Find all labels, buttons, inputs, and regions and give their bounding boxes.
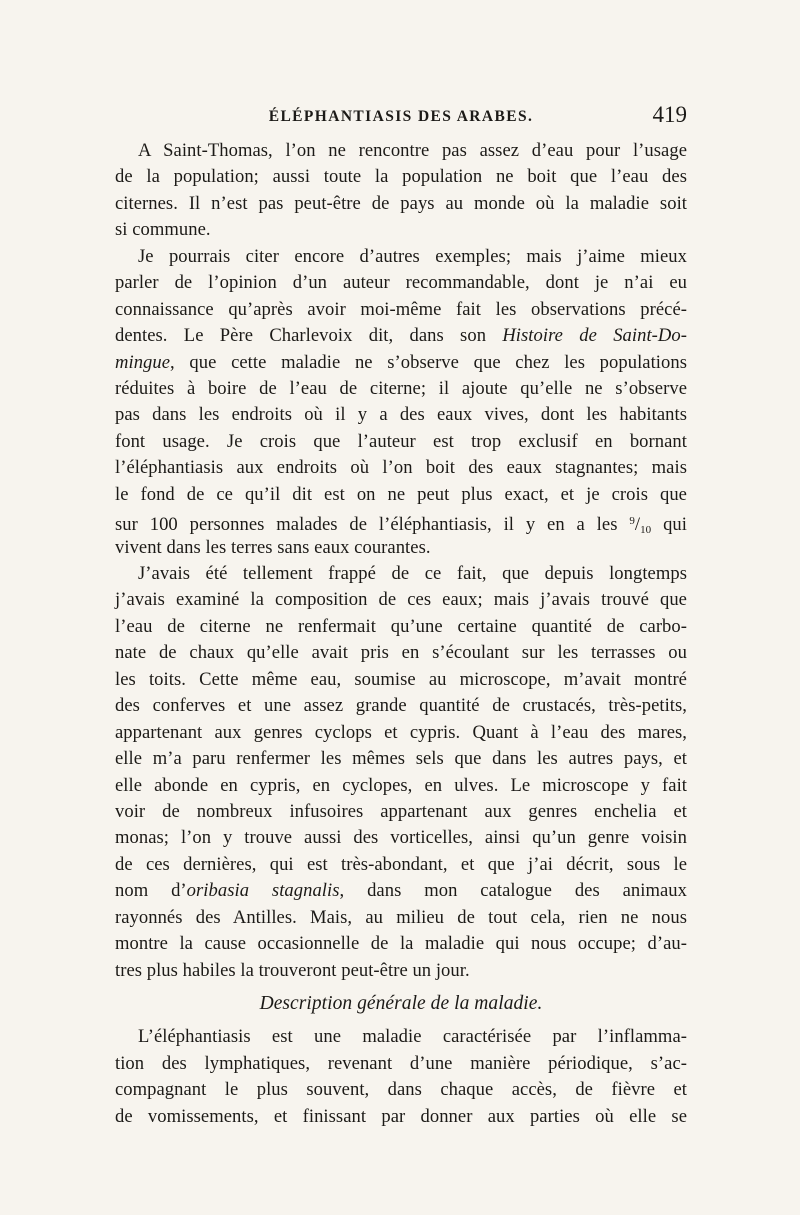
text-line: nate de chaux qu’elle avait pris en s’écoulant sur les terrasses ou	[115, 642, 687, 664]
text-line: citernes. Il n’est pas peut-être de pays au monde où la maladie soit	[115, 192, 687, 214]
text-line: compagnant le plus souvent, dans chaque accès, de fièvre et	[115, 1079, 687, 1101]
text-line: parler de l’opinion d’un auteur recommandable, dont je n’ai eu	[115, 272, 687, 294]
running-header	[115, 100, 687, 134]
text-line: pas dans les endroits où il y a des eaux vives, dont les habitants	[115, 404, 687, 426]
text-line: connaissance qu’après avoir moi-même fait les observations précé-	[115, 298, 687, 320]
species-name-italic: oribasia stagnalis	[186, 880, 340, 902]
text-line: J’avais été tellement frappé de ce fait, que depuis longtemps	[138, 563, 687, 584]
body-text	[115, 138, 687, 1130]
text-line: montre la cause occasionnelle de la maladie qui nous occupe; d’au-	[115, 933, 687, 955]
fraction-numerator: 9	[629, 515, 635, 528]
text-line: de la population; aussi toute la population ne boit que l’eau des	[115, 166, 687, 188]
text-line: voir de nombreux infusoires appartenant aux genres enchelia et	[115, 800, 687, 822]
text-span: nom d’	[115, 880, 187, 902]
text-line: l’eau de citerne ne renfermait qu’une certaine quantité de carbo-	[115, 615, 687, 637]
section-heading: Description générale de la maladie.	[259, 993, 543, 1014]
text-line	[115, 350, 687, 376]
text-line: monas; l’on y trouve aussi des vorticelles, ainsi qu’un genre voisin	[115, 827, 687, 849]
book-title-italic: Histoire de Saint-Do-	[502, 325, 687, 347]
text-span: dentes. Le Père Charlevoix dit, dans son	[115, 325, 503, 347]
fraction-denominator: 10	[640, 524, 652, 537]
text-line	[115, 508, 687, 537]
text-line: l’éléphantiasis aux endroits où l’on boit des eaux stagnantes; mais	[115, 457, 687, 479]
text-line: vivent dans les terres sans eaux courantes.	[115, 536, 431, 558]
text-line: elle abonde en cypris, en cyclopes, en ulves. Le microscope y fait	[115, 774, 687, 796]
text-line: le fond de ce qu’il dit est on ne peut plus exact, et je crois que	[115, 483, 687, 505]
text-line: si commune.	[115, 219, 211, 241]
text-line: des conferves et une assez grande quantité de crustacés, très-petits,	[115, 695, 687, 717]
text-span: , dans mon catalogue des animaux	[339, 880, 687, 902]
text-line: j’avais examiné la composition de ces eaux; mais j’avais trouvé que	[115, 589, 687, 611]
text-line: Je pourrais citer encore d’autres exemples; mais j’aime mieux	[138, 245, 687, 267]
text-line: de vomissements, et finissant par donner aux parties où elle se	[115, 1105, 687, 1127]
text-span: , que cette maladie ne s’observe que chez les populations	[170, 351, 687, 373]
text-line: elle m’a paru renfermer les mêmes sels que dans les autres pays, et	[115, 748, 687, 770]
text-line	[115, 878, 687, 904]
text-line: réduites à boire de l’eau de citerne; il ajoute qu’elle ne s’observe	[115, 377, 687, 399]
text-span: sur 100 personnes malades de l’éléphantiasis, il y en a les	[115, 514, 630, 536]
text-line: appartenant aux genres cyclops et cypris. Quant à l’eau des mares,	[115, 721, 687, 743]
text-line	[115, 323, 687, 349]
fraction: $^9/_{10}$	[629, 514, 652, 537]
text-line: rayonnés des Antilles. Mais, au milieu de tout cela, rien ne nous	[115, 906, 687, 928]
book-title-italic: mingue	[115, 351, 171, 373]
text-line: A Saint-Thomas, l’on ne rencontre pas assez d’eau pour l’usage	[138, 140, 687, 161]
text-line: L’éléphantiasis est une maladie caractérisée par l’inflamma-	[138, 1026, 687, 1048]
text-line: tres plus habiles la trouveront peut-être un jour.	[115, 959, 470, 981]
text-span: qui	[651, 514, 687, 536]
running-title: ÉLÉPHANTIASIS DES ARABES.	[268, 108, 534, 125]
text-line: les toits. Cette même eau, soumise au microscope, m’avait montré	[115, 668, 687, 690]
page-number: 419	[652, 102, 687, 127]
text-line: font usage. Je crois que l’auteur est trop exclusif en bornant	[115, 430, 687, 452]
text-line: tion des lymphatiques, revenant d’une manière périodique, s’ac-	[115, 1052, 687, 1074]
text-line: de ces dernières, qui est très-abondant, et que j’ai décrit, sous le	[115, 853, 687, 875]
